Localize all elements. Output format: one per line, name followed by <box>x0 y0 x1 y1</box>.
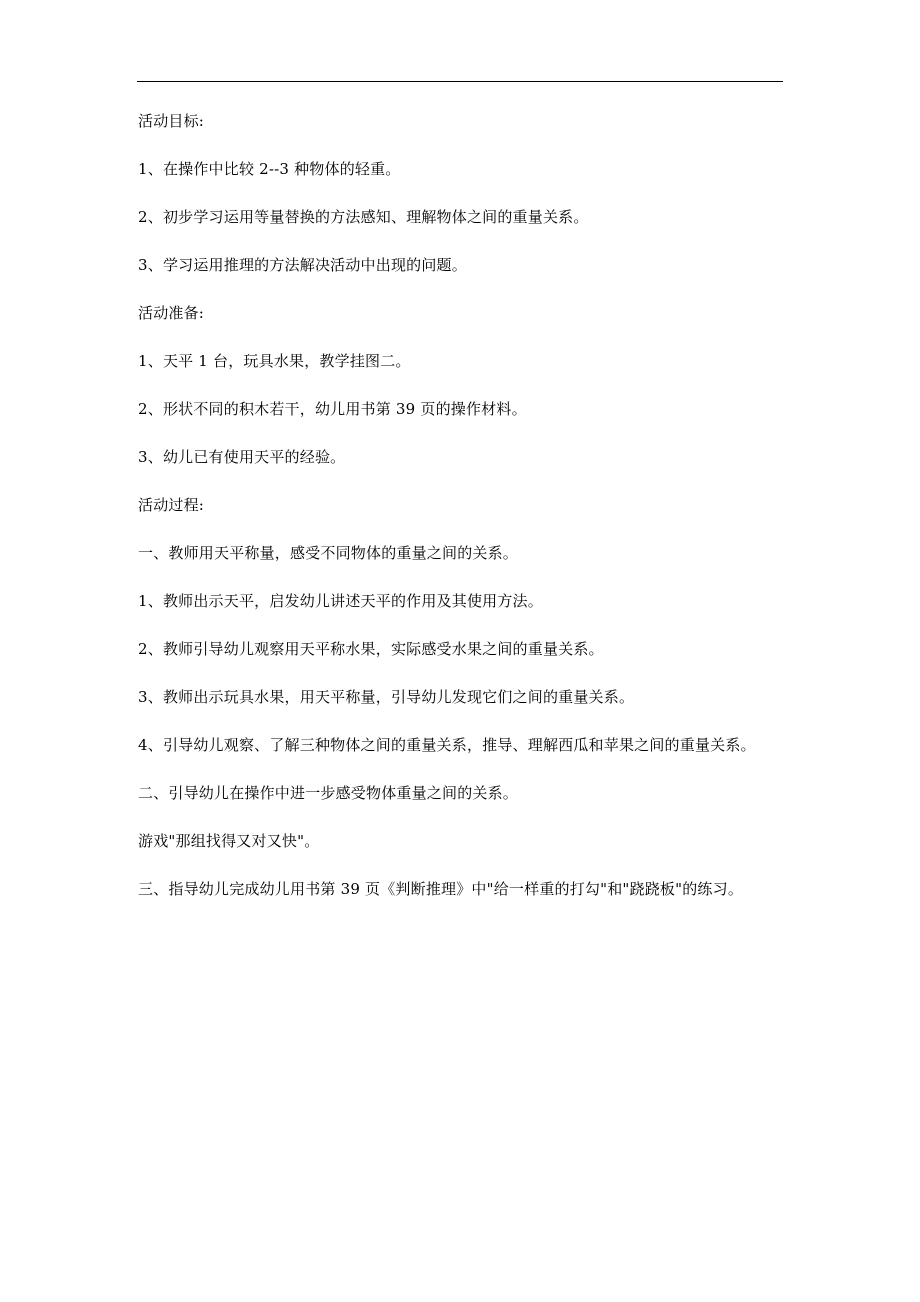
section-heading-process: 活动过程: <box>138 496 205 514</box>
goal-item-1: 1、在操作中比较 2--3 种物体的轻重。 <box>138 160 401 178</box>
process-step-2: 2、教师引导幼儿观察用天平称水果，实际感受水果之间的重量关系。 <box>138 640 604 658</box>
goal-item-2: 2、初步学习运用等量替换的方法感知、理解物体之间的重量关系。 <box>138 208 589 226</box>
header-divider <box>137 81 783 82</box>
process-part-1: 一、教师用天平称量，感受不同物体的重量之间的关系。 <box>138 544 519 562</box>
process-part-3: 三、指导幼儿完成幼儿用书第 39 页《判断推理》中"给一样重的打勾"和"跷跷板"的练习。 <box>138 880 744 898</box>
preparation-item-2: 2、形状不同的积木若干，幼儿用书第 39 页的操作材料。 <box>138 400 527 418</box>
section-heading-goals: 活动目标: <box>138 112 205 130</box>
preparation-item-1: 1、天平 1 台，玩具水果，教学挂图二。 <box>138 352 411 370</box>
document-body <box>138 111 798 927</box>
process-step-1: 1、教师出示天平，启发幼儿讲述天平的作用及其使用方法。 <box>138 592 543 610</box>
section-heading-preparation: 活动准备: <box>138 304 205 322</box>
preparation-item-3: 3、幼儿已有使用天平的经验。 <box>138 448 346 466</box>
process-step-4: 4、引导幼儿观察、了解三种物体之间的重量关系，推导、理解西瓜和苹果之间的重量关系。 <box>138 736 756 754</box>
process-part-2: 二、引导幼儿在操作中进一步感受物体重量之间的关系。 <box>138 784 519 802</box>
game-title: 游戏"那组找得又对又快"。 <box>138 832 320 850</box>
goal-item-3: 3、学习运用推理的方法解决活动中出现的问题。 <box>138 256 467 274</box>
process-step-3: 3、教师出示玩具水果，用天平称量，引导幼儿发现它们之间的重量关系。 <box>138 688 635 706</box>
